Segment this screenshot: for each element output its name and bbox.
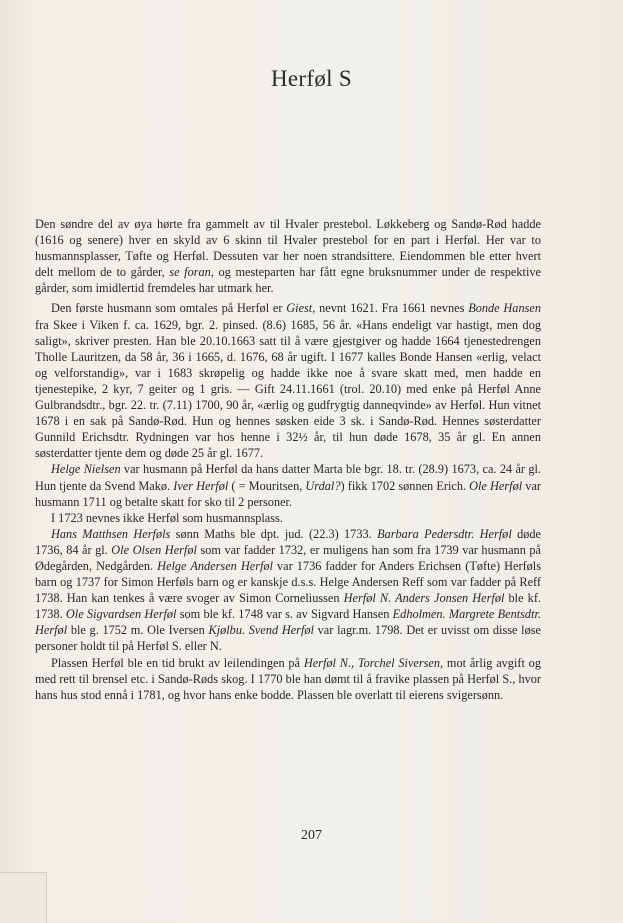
text-run: sønn Maths ble dpt. jud. (22.3) 1733.: [170, 526, 378, 541]
italic-name-run: Iver Herføl: [173, 478, 229, 493]
page-number: 207: [301, 828, 322, 843]
text-run: var husmann 1711 og betalte skatt for sko til 2 personer.: [35, 478, 541, 509]
italic-name-run: Herføl N. Anders Jonsen Herføl: [343, 591, 505, 606]
page-corner-mark: [0, 872, 47, 923]
text-run: som ble kf. 1748 var s. av Sigvard Hansen: [176, 607, 393, 622]
page-title: Herføl S: [271, 66, 352, 91]
text-run: ble g. 1752 m. Ole Iversen: [67, 623, 209, 638]
italic-name-run: Edholmen. Margrete Bentsdtr. Herføl: [35, 607, 541, 638]
italic-name-run: Ole Olsen Herføl: [111, 542, 197, 557]
italic-name-run: Urdal?: [305, 478, 341, 493]
text-run: nevnt 1621. Fra 1661 nevnes: [315, 301, 469, 316]
paragraph-3: [35, 461, 541, 509]
text-run: mot årlig avgift og med rett til brensel etc. i Sandø-Røds skog. I 1770 ble han dømt til å fravike plassen på Herføl S., hvor hans hus stod ennå i 1781, og hvor hans enke bodde. Plassen ble overlatt til eierens svigersønn.: [35, 655, 541, 702]
italic-name-run: Ole Sigvardsen Herføl: [65, 607, 177, 622]
italic-name-run: Giest,: [286, 301, 316, 316]
text-run: ) fikk 1702 sønnen Erich.: [340, 478, 470, 493]
text-run: Den søndre del av øya hørte fra gammelt av til Hvaler prestebol. Løkkeberg og Sandø-Rød hadde (1616 og senere) hver en skyld av 6 skinn til Hvaler prestebol for en part i Herføl. Her var to husmannsplasser, Tøfte og Herføl. Dessuten var her noen strandsittere. Eiendommen ble etter hvert delt mellom de to gårder,: [35, 217, 541, 280]
italic-name-run: Herføl N., Torchel Siversen,: [303, 655, 444, 670]
text-run: var husmann på Herføl da hans datter Marta ble bgr. 18. tr. (28.9) 1673, ca. 24 år gl. Hun tjente da Svend Makø.: [35, 462, 541, 493]
text-run: ble kf. 1738.: [35, 591, 541, 622]
text-run: Plassen Herføl ble en tid brukt av leilendingen på: [51, 655, 304, 670]
text-run: Den første husmann som omtales på Herføl er: [51, 301, 287, 316]
italic-name-run: Ole Herføl: [469, 478, 523, 493]
italic-name-run: Bonde Hansen: [468, 301, 541, 316]
text-run: ( = Mouritsen,: [228, 478, 306, 493]
body-text: [35, 216, 541, 703]
text-run: som var fadder 1732, er muligens han som fra 1739 var husmann på Ødegården, Nedgården.: [35, 542, 541, 573]
text-run: fra Skee i Viken f. ca. 1629, bgr. 2. pinsed. (8.6) 1685, 56 år. «Hans endeligt var hastigt, men dog saligt», skriver presten. Han ble 20.10.1663 satt til å være gjestgiver og hadde 1664 tjenestedrengen Tholle Lauritzen, da 58 år, 36 i 1665, d. 1676, 68 år ugift. I 1677 kalles Bonde Hansen «erlig, velact og velforstandig», var i 1683 skrøpelig og hadde ikke noe å svare skatt med, men hadde en tjenestepike, 2 kyr, 7 geiter og 1 gris. — Gift 24.11.1661 (trol. 20.10) med enke på Herføl Anne Gulbrandsdtr., bgr. 22. tr. (7.11) 1700, 90 år, «ærlig og gudfrygtig danneqvinde» av Herføl. Hun vitnet 1678 i en sak på Sandø-Rød. Hun og hennes søsken eide 3 sk. i Sandø-Rød. Hennes søsterdatter Gunnild Erichsdtr. Rydningen var hos henne i 32½ år, til hun døde 1678, 35 år gl. En annen søsterdatter tjente dem og døde 25 år gl. 1677.: [35, 317, 541, 461]
italic-name-run: se foran,: [169, 265, 214, 280]
paragraph-5: [35, 526, 541, 655]
italic-name-run: Helge Andersen Herføl: [157, 558, 273, 573]
text-run: I 1723 nevnes ikke Herføl som husmannsplass.: [51, 510, 283, 525]
italic-name-run: Helge Nielsen: [51, 462, 121, 477]
italic-name-run: Kjølbu. Svend Herføl: [208, 623, 314, 638]
italic-name-run: Hans Matthsen Herføls: [51, 526, 171, 541]
italic-name-run: Barbara Pedersdtr. Herføl: [377, 526, 512, 541]
paragraph-4: [35, 510, 541, 526]
text-run: døde 1736, 84 år gl.: [35, 526, 542, 557]
paragraph-2: [35, 300, 541, 461]
text-run: var 1736 fadder for Anders Erichsen (Tøfte) Herføls barn og 1737 for Simon Herføls barn og er kanskje d.s.s. Helge Andersen Reff som var fadder på Reff 1738. Han kan tenkes å være svoger av Simon Corneliussen: [35, 558, 542, 606]
paragraph-6: [35, 655, 541, 703]
text-run: og mesteparten har fått egne bruksnummer under de respektive gårder, som imidlertid fremdeles har utmark her.: [35, 265, 541, 296]
paragraph-1: [35, 216, 541, 296]
text-run: var lagr.m. 1798. Det er uvisst om disse løse personer holdt til på Herføl S. eller N.: [35, 623, 541, 654]
